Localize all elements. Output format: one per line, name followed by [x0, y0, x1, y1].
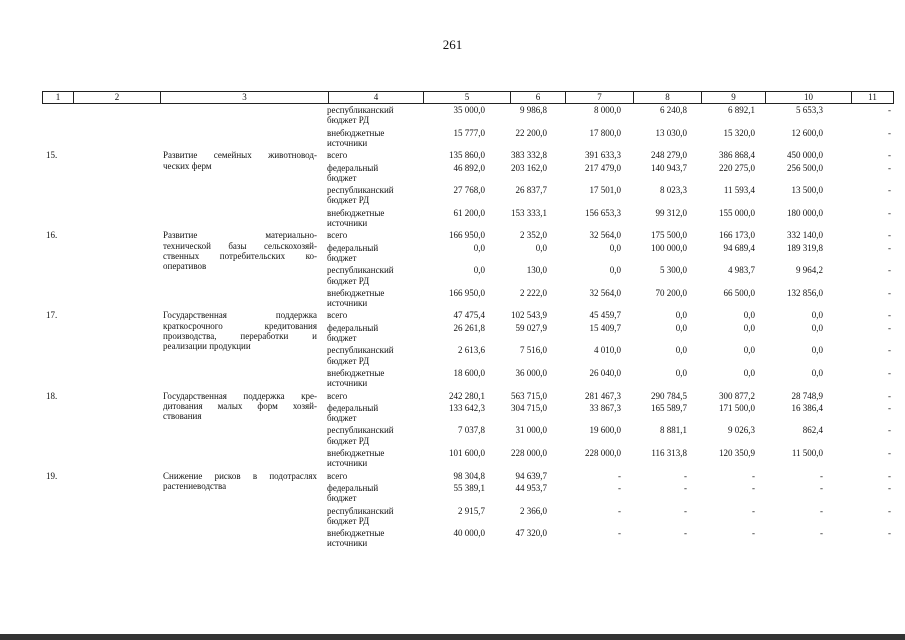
measure-name-line: Развитие семейных животновод- — [163, 150, 317, 161]
cell-value: 6 240,8 — [660, 105, 687, 115]
cell-value: - — [752, 505, 755, 516]
cell-value: 32 564,0 — [589, 230, 621, 241]
funding-source: федеральный — [327, 482, 379, 493]
cell-value: 36 000,0 — [515, 367, 547, 378]
cell-value: - — [888, 105, 891, 115]
cell-value: 132 856,0 — [787, 287, 823, 298]
funding-source: республиканский — [327, 505, 394, 516]
cell-value: 228 000,0 — [585, 448, 621, 458]
cell-value: 140 943,7 — [651, 162, 687, 173]
cell-value: - — [820, 528, 823, 539]
cell-value: 135 860,0 — [449, 150, 485, 161]
cell-value: 156 653,3 — [585, 207, 621, 218]
measure-name-line: Государственная поддержка — [163, 310, 317, 321]
cell-value: 15 320,0 — [723, 127, 755, 138]
cell-value: 133 642,3 — [449, 402, 485, 413]
cell-value: 0,0 — [675, 322, 687, 333]
cell-value: - — [888, 425, 891, 436]
cell-value: 35 000,0 — [453, 105, 485, 115]
funding-source: республиканский — [327, 345, 394, 356]
funding-source: всего — [327, 230, 348, 241]
header-col-1: 1 — [55, 92, 61, 102]
cell-value: - — [888, 310, 891, 321]
cell-value: - — [888, 230, 891, 241]
funding-source: федеральный — [327, 242, 379, 253]
measure-name-line: технической базы сельскохозяй- — [163, 240, 317, 251]
cell-value: 281 467,3 — [585, 390, 621, 401]
funding-source: внебюджетные — [327, 127, 385, 138]
measure-name-line: ственных потребительских ко- — [163, 250, 317, 261]
cell-value: 2 222,0 — [520, 287, 547, 298]
cell-value: - — [888, 528, 891, 539]
cell-value: 248 279,0 — [651, 150, 687, 161]
cell-value: 18 600,0 — [453, 367, 485, 378]
cell-value: 40 000,0 — [453, 528, 485, 539]
funding-source: республиканский — [327, 105, 394, 115]
cell-value: 120 350,9 — [719, 448, 755, 458]
funding-source: республиканский — [327, 425, 394, 436]
page-number: 261 — [442, 37, 463, 52]
measure-name-line: ческих ферм — [163, 160, 212, 171]
measure-name-line: ствования — [163, 411, 202, 422]
funding-source: источники — [327, 218, 368, 228]
measure-name-line: Развитие материально- — [163, 230, 317, 241]
cell-value: 102 543,9 — [511, 310, 547, 321]
cell-value: 15 777,0 — [453, 127, 485, 138]
cell-value: 383 332,8 — [511, 150, 547, 161]
header-col-8: 8 — [633, 92, 701, 103]
cell-value: 2 915,7 — [458, 505, 485, 516]
cell-value: 5 300,0 — [660, 265, 687, 276]
cell-value: - — [752, 470, 755, 481]
header-col-3: 3 — [160, 92, 328, 103]
row-number: 19. — [46, 470, 58, 481]
header-col-6: 6 — [510, 92, 565, 103]
cell-value: 19 600,0 — [589, 425, 621, 436]
header-col-4: 4 — [328, 92, 423, 103]
cell-value: 61 200,0 — [453, 207, 485, 218]
cell-value: 26 261,8 — [453, 322, 485, 333]
cell-value: 11 500,0 — [791, 448, 823, 458]
header-col-7: 7 — [565, 92, 633, 103]
cell-value: - — [888, 162, 891, 173]
cell-value: 70 200,0 — [655, 287, 687, 298]
cell-value: 0,0 — [811, 322, 823, 333]
cell-value: - — [618, 505, 621, 516]
cell-value: 391 633,3 — [585, 150, 621, 161]
funding-source: всего — [327, 470, 348, 481]
cell-value: - — [684, 482, 687, 493]
funding-source: внебюджетные — [327, 287, 385, 298]
cell-value: 8 000,0 — [594, 105, 621, 115]
funding-source: республиканский — [327, 185, 394, 196]
cell-value: 47 475,4 — [453, 310, 485, 321]
table-header-row — [42, 91, 894, 104]
funding-source: бюджет РД — [327, 435, 370, 446]
cell-value: 220 275,0 — [719, 162, 755, 173]
cell-value: - — [888, 345, 891, 356]
measure-name-line: производства, переработки и — [163, 331, 317, 341]
cell-value: 116 313,8 — [651, 448, 687, 458]
cell-value: 217 479,0 — [585, 162, 621, 173]
cell-value: 166 950,0 — [449, 287, 485, 298]
cell-value: 7 516,0 — [520, 345, 547, 356]
header-col-5: 5 — [423, 92, 510, 103]
cell-value: 46 892,0 — [453, 162, 485, 173]
cell-value: 450 000,0 — [787, 150, 823, 161]
cell-value: 9 964,2 — [796, 265, 823, 276]
cell-value: - — [888, 322, 891, 333]
cell-value: 0,0 — [473, 265, 485, 276]
cell-value: 242 280,1 — [449, 390, 485, 401]
funding-source: внебюджетные — [327, 448, 385, 458]
cell-value: - — [684, 505, 687, 516]
funding-source: источники — [327, 378, 368, 389]
funding-source: федеральный — [327, 402, 379, 413]
cell-value: 4 010,0 — [594, 345, 621, 356]
cell-value: 55 389,1 — [453, 482, 485, 493]
cell-value: 59 027,9 — [515, 322, 547, 333]
cell-value: 13 030,0 — [655, 127, 687, 138]
cell-value: - — [888, 242, 891, 253]
cell-value: 0,0 — [675, 310, 687, 321]
cell-value: - — [888, 402, 891, 413]
cell-value: 45 459,7 — [589, 310, 621, 321]
cell-value: 32 564,0 — [589, 287, 621, 298]
cell-value: - — [820, 482, 823, 493]
cell-value: 27 768,0 — [453, 185, 485, 196]
cell-value: 66 500,0 — [723, 287, 755, 298]
cell-value: 8 881,1 — [660, 425, 687, 436]
cell-value: 228 000,0 — [511, 448, 547, 458]
cell-value: 47 320,0 — [515, 528, 547, 539]
funding-source: бюджет РД — [327, 275, 370, 286]
cell-value: 16 386,4 — [791, 402, 823, 413]
cell-value: - — [888, 470, 891, 481]
cell-value: 0,0 — [609, 265, 621, 276]
funding-source: бюджет — [327, 333, 357, 343]
header-col-9: 9 — [701, 92, 765, 103]
cell-value: 26 040,0 — [589, 367, 621, 378]
cell-value: 44 953,7 — [515, 482, 547, 493]
measure-name-line: Государственная поддержка кре- — [163, 390, 317, 401]
cell-value: 99 312,0 — [655, 207, 687, 218]
cell-value: - — [888, 150, 891, 161]
funding-source: всего — [327, 390, 348, 401]
cell-value: 15 409,7 — [589, 322, 621, 333]
cell-value: 7 037,8 — [458, 425, 485, 436]
cell-value: 153 333,1 — [511, 207, 547, 218]
cell-value: 203 162,0 — [511, 162, 547, 173]
funding-source: всего — [327, 310, 348, 321]
cell-value: 166 173,0 — [719, 230, 755, 241]
cell-value: - — [752, 528, 755, 539]
cell-value: 130,0 — [526, 265, 547, 276]
cell-value: 4 983,7 — [728, 265, 755, 276]
row-number: 15. — [46, 150, 58, 161]
funding-source: источники — [327, 298, 368, 309]
cell-value: 0,0 — [535, 242, 547, 253]
cell-value: 2 613,6 — [458, 345, 485, 356]
cell-value: - — [888, 127, 891, 138]
cell-value: 94 639,7 — [515, 470, 547, 481]
funding-source: федеральный — [327, 322, 379, 333]
cell-value: 180 000,0 — [787, 207, 823, 218]
cell-value: 0,0 — [675, 345, 687, 356]
cell-value: - — [888, 265, 891, 276]
header-col-10: 10 — [765, 92, 851, 103]
cell-value: 33 867,3 — [589, 402, 621, 413]
cell-value: 9 986,8 — [520, 105, 547, 115]
cell-value: 17 800,0 — [589, 127, 621, 138]
cell-value: 175 500,0 — [651, 230, 687, 241]
funding-source: бюджет — [327, 252, 357, 263]
cell-value: 8 023,3 — [660, 185, 687, 196]
cell-value: - — [888, 207, 891, 218]
funding-source: внебюджетные — [327, 367, 385, 378]
cell-value: - — [820, 505, 823, 516]
cell-value: 0,0 — [811, 367, 823, 378]
funding-source: бюджет РД — [327, 515, 370, 526]
header-col-11: 11 — [851, 92, 893, 103]
cell-value: 300 877,2 — [719, 390, 755, 401]
funding-source: бюджет — [327, 413, 357, 424]
cell-value: 0,0 — [811, 345, 823, 356]
cell-value: - — [888, 448, 891, 458]
cell-value: - — [888, 287, 891, 298]
cell-value: 101 600,0 — [449, 448, 485, 458]
cell-value: 94 689,4 — [723, 242, 755, 253]
cell-value: 0,0 — [675, 367, 687, 378]
cell-value: 171 500,0 — [719, 402, 755, 413]
cell-value: - — [618, 528, 621, 539]
cell-value: 2 366,0 — [520, 505, 547, 516]
cell-value: 9 026,3 — [728, 425, 755, 436]
measure-name-line: краткосрочного кредитования — [163, 320, 317, 331]
cell-value: 165 589,7 — [651, 402, 687, 413]
measure-name-line: реализации продукции — [163, 341, 251, 352]
cell-value: 98 304,8 — [453, 470, 485, 481]
funding-source: всего — [327, 150, 348, 161]
cell-value: 2 352,0 — [520, 230, 547, 241]
measure-name-line: оперативов — [163, 261, 207, 272]
cell-value: 155 000,0 — [719, 207, 755, 218]
cell-value: - — [888, 367, 891, 378]
funding-source: источники — [327, 458, 368, 469]
measure-name-line: дитования малых форм хозяй- — [163, 400, 317, 411]
cell-value: - — [888, 390, 891, 401]
cell-value: 304 715,0 — [511, 402, 547, 413]
funding-source: бюджет — [327, 493, 357, 504]
cell-value: 290 784,5 — [651, 390, 687, 401]
funding-source: источники — [327, 137, 368, 148]
cell-value: 563 715,0 — [511, 390, 547, 401]
cell-value: 0,0 — [743, 310, 755, 321]
cell-value: 0,0 — [473, 242, 485, 253]
funding-source: источники — [327, 538, 368, 549]
measure-name-line: растениеводства — [163, 480, 227, 491]
cell-value: 22 200,0 — [515, 127, 547, 138]
cell-value: 26 837,7 — [515, 185, 547, 196]
cell-value: 12 600,0 — [791, 127, 823, 138]
scan-edge-bar — [0, 634, 905, 640]
cell-value: 31 000,0 — [515, 425, 547, 436]
row-number: 18. — [46, 390, 58, 401]
funding-source: бюджет РД — [327, 355, 370, 366]
cell-value: 862,4 — [802, 425, 823, 436]
cell-value: - — [618, 482, 621, 493]
funding-source: бюджет РД — [327, 195, 370, 206]
cell-value: 5 653,3 — [796, 105, 823, 115]
cell-value: - — [684, 470, 687, 481]
cell-value: 100 000,0 — [651, 242, 687, 253]
cell-value: 6 892,1 — [728, 105, 755, 115]
cell-value: - — [684, 528, 687, 539]
cell-value: 17 501,0 — [589, 185, 621, 196]
funding-source: республиканский — [327, 265, 394, 276]
row-number: 16. — [46, 230, 58, 241]
cell-value: - — [888, 482, 891, 493]
cell-value: 28 748,9 — [791, 390, 823, 401]
funding-source: внебюджетные — [327, 528, 385, 539]
funding-source: бюджет — [327, 172, 357, 183]
cell-value: 189 319,8 — [787, 242, 823, 253]
row-number: 17. — [46, 310, 58, 321]
cell-value: 11 593,4 — [723, 185, 755, 196]
cell-value: 0,0 — [811, 310, 823, 321]
cell-value: 0,0 — [743, 322, 755, 333]
cell-value: - — [888, 505, 891, 516]
cell-value: 256 500,0 — [787, 162, 823, 173]
funding-source: внебюджетные — [327, 207, 385, 218]
funding-source: федеральный — [327, 162, 379, 173]
funding-source: бюджет РД — [327, 115, 370, 126]
cell-value: 332 140,0 — [787, 230, 823, 241]
measure-name-line: Снижение рисков в подотраслях — [163, 470, 317, 481]
cell-value: - — [820, 470, 823, 481]
header-col-2: 2 — [73, 92, 160, 103]
cell-value: 0,0 — [609, 242, 621, 253]
cell-value: - — [752, 482, 755, 493]
cell-value: 166 950,0 — [449, 230, 485, 241]
cell-value: 0,0 — [743, 345, 755, 356]
cell-value: - — [888, 185, 891, 196]
cell-value: 13 500,0 — [791, 185, 823, 196]
cell-value: 0,0 — [743, 367, 755, 378]
cell-value: 386 868,4 — [719, 150, 755, 161]
cell-value: - — [618, 470, 621, 481]
